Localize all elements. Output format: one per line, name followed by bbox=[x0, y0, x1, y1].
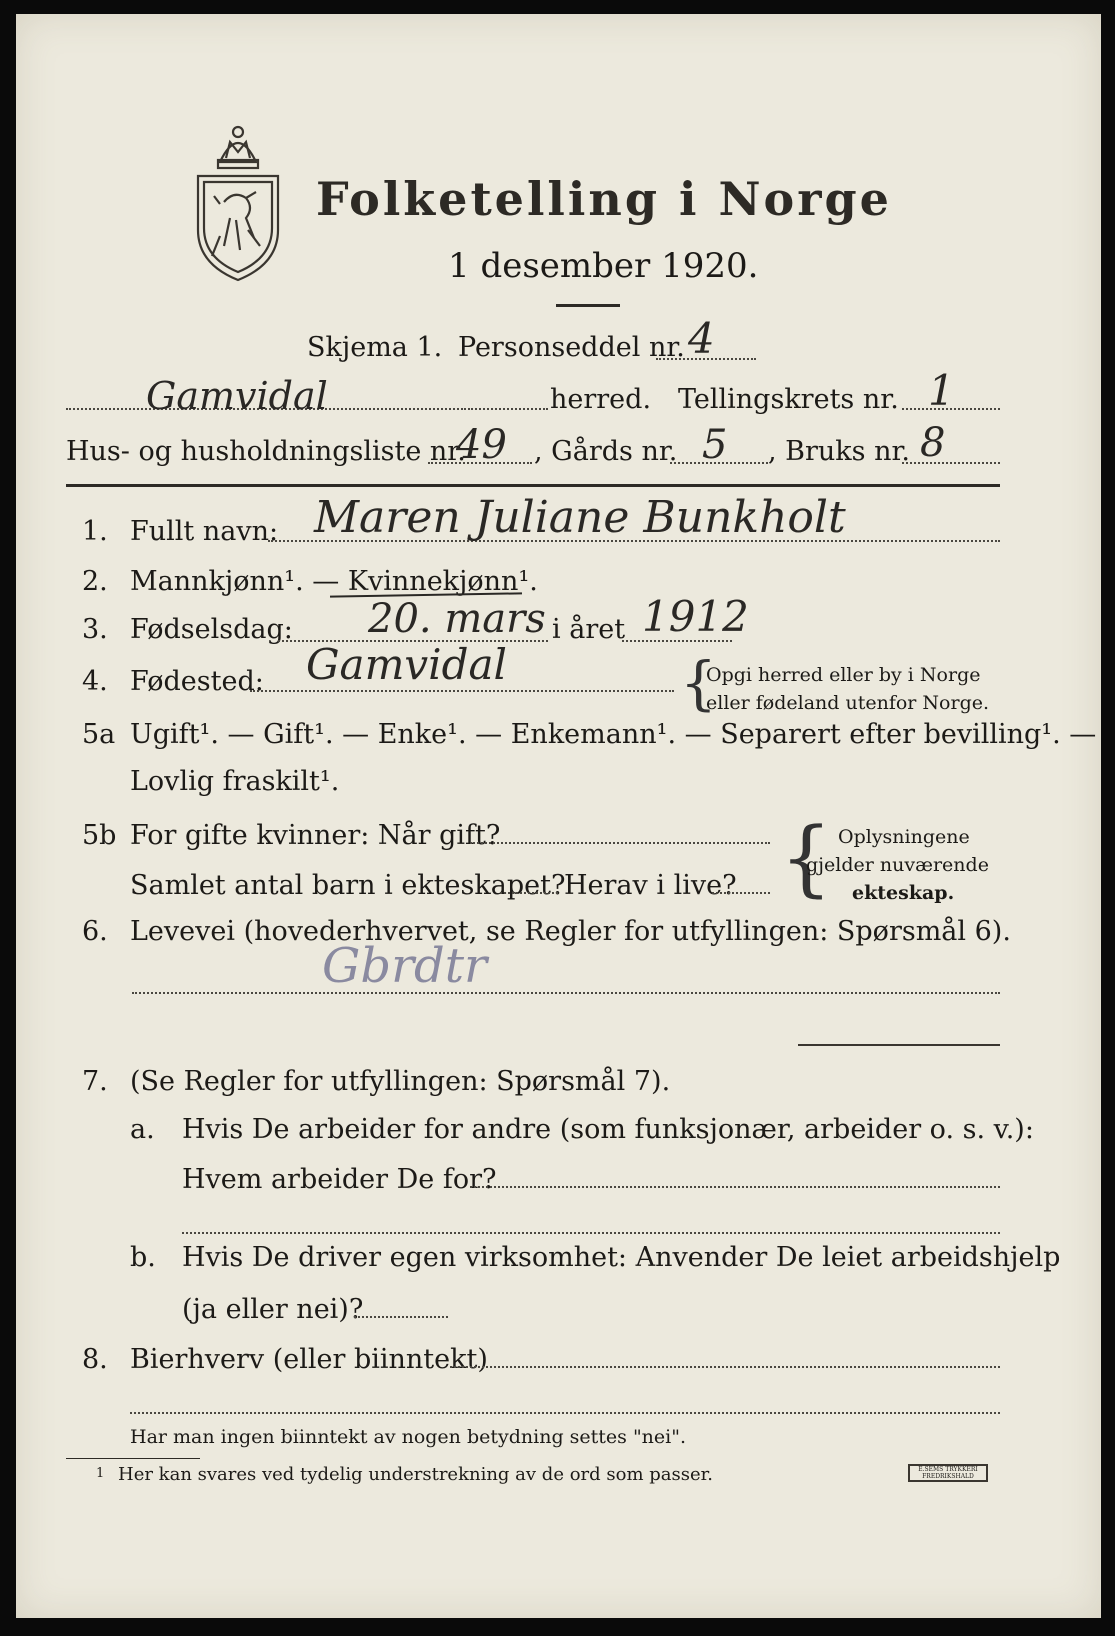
census-form-sheet: Folketelling i Norge 1 desember 1920. Skjema 1. Personseddel nr. 4 Gamvidal herred. Tellingskrets nr. 1 Hus- og husholdningsliste nr. 49 , Gårds nr. 5 , Bruks nr. 8 1. Fullt navn: Maren Juliane Bunkholt 2. Mannkjønn¹. — Kvinnekjønn¹. 3. Fødselsdag: 20. mars i året 1912 4. Fødested: Gamvidal { Opgi herred eller by i Norge eller fødeland utenfor Norge. 5a Ugift¹. — Gift¹. — Enke¹. — Enkemann¹. — Separert efter bevilling¹. — Lovlig fraskilt¹. 5b For gifte kvinner: Når gift? Samlet antal barn i ekteskapet? Herav i live? { Oplysningene gjelder nuværende ekteskap. 6. Levevei (hovederhvervet, se Regler for utfyllingen: Spørsmål 6). Gbrdtr 7. (Se Regler for utfyllingen: Spørsmål 7). a. Hvis De arbeider for andre (som funksjonær, arbeider o. s. v.): Hvem arbeider De for? b. Hvis De driver egen virksomhet: Anvender De leiet arbeidshjelp (ja eller nei)? 8. Bierhverv (eller biinntekt) Har man ingen biinntekt av nogen betydning settes "nei". 1 Her kan svares ved tydelig understrekning av de ord som passer. E.SEMS TRYKKERI FREDRIKSHALD bbox=[16, 14, 1101, 1618]
birthplace-value: Gamvidal bbox=[306, 640, 507, 689]
krets-label: Tellingskrets nr. bbox=[678, 384, 899, 415]
krets-value: 1 bbox=[928, 366, 955, 415]
q7a-letter: a. bbox=[130, 1114, 155, 1145]
q5b-children-label: Samlet antal barn i ekteskapet? bbox=[130, 870, 566, 901]
q5b-number: 5b bbox=[82, 820, 117, 851]
biinntekt-note: Har man ingen biinntekt av nogen betydning settes "nei". bbox=[130, 1426, 687, 1448]
form-title: Folketelling i Norge bbox=[316, 172, 892, 226]
q4-label: Fødested: bbox=[130, 666, 264, 697]
hus-value: 49 bbox=[456, 422, 507, 468]
q7b-letter: b. bbox=[130, 1242, 156, 1273]
q6-number: 6. bbox=[82, 916, 108, 947]
occupation-value: Gbrdtr bbox=[322, 938, 487, 994]
q5a-line2: Lovlig fraskilt¹. bbox=[130, 766, 340, 797]
personseddel-label: Personseddel nr. bbox=[458, 332, 685, 363]
schema-label: Skjema 1. bbox=[307, 332, 443, 363]
q5b-line1: For gifte kvinner: Når gift? bbox=[130, 820, 501, 851]
hus-label: Hus- og husholdningsliste nr. bbox=[66, 436, 466, 467]
q5b-alive-label: Herav i live? bbox=[564, 870, 737, 901]
q5b-note-line3: ekteskap. bbox=[852, 882, 955, 904]
q2-label: Mannkjønn¹. — Kvinnekjønn¹. bbox=[130, 566, 538, 597]
q4-note-line1: Opgi herred eller by i Norge bbox=[706, 664, 981, 686]
q8-label: Bierhverv (eller biinntekt) bbox=[130, 1344, 488, 1375]
herred-value: Gamvidal bbox=[146, 374, 328, 418]
printer-stamp: E.SEMS TRYKKERI FREDRIKSHALD bbox=[908, 1464, 988, 1482]
header-rule bbox=[66, 484, 1000, 487]
q7-number: 7. bbox=[82, 1066, 108, 1097]
q5a-line1: Ugift¹. — Gift¹. — Enke¹. — Enkemann¹. — Separert efter bevilling¹. — bbox=[130, 719, 1097, 750]
census-date: 1 desember 1920. bbox=[448, 246, 759, 286]
full-name-value: Maren Juliane Bunkholt bbox=[314, 492, 846, 543]
q1-label: Fullt navn: bbox=[130, 516, 279, 547]
q7a-line2: Hvem arbeider De for? bbox=[182, 1164, 497, 1195]
footnote-text: Her kan svares ved tydelig understrekning av de ord som passer. bbox=[118, 1464, 713, 1485]
bruks-value: 8 bbox=[920, 420, 946, 466]
q7b-line1: Hvis De driver egen virksomhet: Anvender De leiet arbeidshjelp bbox=[182, 1242, 1061, 1273]
gards-value: 5 bbox=[702, 422, 728, 468]
herred-label: herred. bbox=[550, 384, 652, 415]
birth-year-value: 1912 bbox=[642, 592, 749, 641]
q5b-note-line2: gjelder nuværende bbox=[806, 854, 989, 876]
q6-label: Levevei (hovederhvervet, se Regler for utfyllingen: Spørsmål 6). bbox=[130, 916, 1011, 947]
coat-of-arms-icon bbox=[190, 118, 286, 286]
q4-note-line2: eller fødeland utenfor Norge. bbox=[706, 692, 990, 714]
title-divider bbox=[556, 304, 620, 307]
year-label: i året bbox=[552, 614, 626, 645]
q5a-number: 5a bbox=[82, 719, 116, 750]
q7-label: (Se Regler for utfyllingen: Spørsmål 7). bbox=[130, 1066, 671, 1097]
q2-number: 2. bbox=[82, 566, 108, 597]
q8-number: 8. bbox=[82, 1344, 108, 1375]
footnote-mark: 1 bbox=[96, 1466, 105, 1481]
q7b-line2: (ja eller nei)? bbox=[182, 1294, 364, 1325]
personseddel-value: 4 bbox=[688, 314, 715, 363]
q4-number: 4. bbox=[82, 666, 108, 697]
q7a-line1: Hvis De arbeider for andre (som funksjonær, arbeider o. s. v.): bbox=[182, 1114, 1034, 1145]
q3-label: Fødselsdag: bbox=[130, 614, 293, 645]
gards-label: , Gårds nr. bbox=[534, 436, 678, 467]
q1-number: 1. bbox=[82, 516, 108, 547]
birthday-value: 20. mars bbox=[368, 596, 546, 642]
q5b-note-line1: Oplysningene bbox=[838, 826, 970, 848]
bruks-label: , Bruks nr. bbox=[768, 436, 911, 467]
q3-number: 3. bbox=[82, 614, 108, 645]
